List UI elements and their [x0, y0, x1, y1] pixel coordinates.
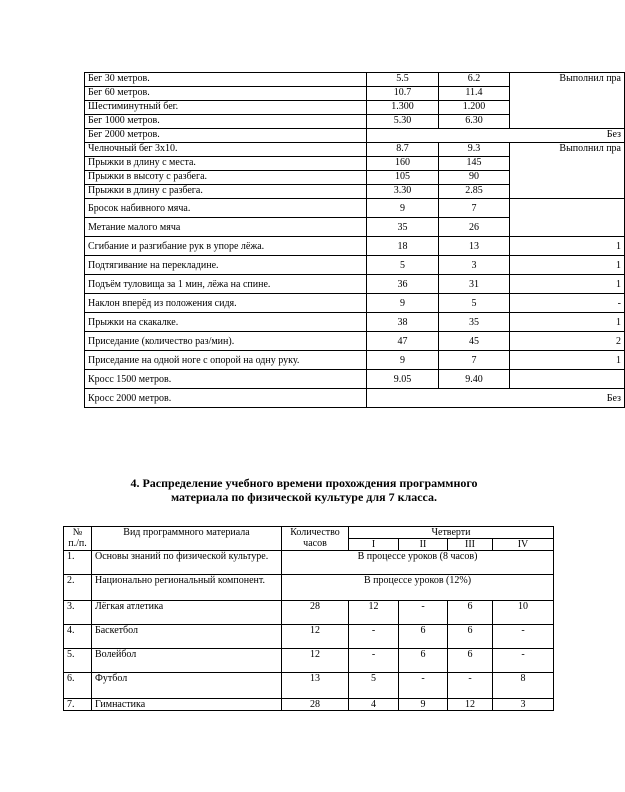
result-note-box [510, 199, 625, 237]
boys-value: 38 [367, 313, 439, 332]
girls-value: 9.40 [439, 370, 510, 389]
header-material: Вид программного материала [92, 527, 282, 551]
table-row [85, 313, 625, 332]
quarter-3-value: 12 [448, 699, 493, 711]
table-row [64, 699, 554, 711]
boys-value: 10.7 [367, 87, 439, 101]
hours-value: 13 [282, 673, 349, 699]
quarter-3-value: 6 [448, 625, 493, 649]
row-number: 6. [64, 673, 92, 699]
girls-value: 5 [439, 294, 510, 313]
boys-value: 1.300 [367, 101, 439, 115]
table-row [85, 237, 625, 256]
material-name: Футбол [92, 673, 282, 699]
result-note: 1 [510, 275, 625, 294]
boys-value: 36 [367, 275, 439, 294]
norms-table [84, 72, 625, 408]
boys-value: 3.30 [367, 185, 439, 199]
table-row [85, 294, 625, 313]
row-number: 4. [64, 625, 92, 649]
boys-value: 9 [367, 351, 439, 370]
header-quarter-1: I [349, 539, 399, 551]
result-note: 1 [510, 313, 625, 332]
girls-value: 45 [439, 332, 510, 351]
table-row [85, 332, 625, 351]
girls-value: 9.3 [439, 143, 510, 157]
exercise-name: Шестиминутный бег. [85, 101, 367, 115]
girls-value: 3 [439, 256, 510, 275]
header-hours: Количество часов [282, 527, 349, 551]
girls-value: 11.4 [439, 87, 510, 101]
exercise-name: Бег 2000 метров. [85, 129, 367, 143]
exercise-name: Приседание (количество раз/мин). [85, 332, 367, 351]
distribution-table [63, 526, 554, 711]
exercise-name: Прыжки в высоту с разбега. [85, 171, 367, 185]
table-row [85, 351, 625, 370]
quarter-3-value: - [448, 673, 493, 699]
span-note: В процессе уроков (8 часов) [282, 551, 554, 575]
span-note: В процессе уроков (12%) [282, 575, 554, 601]
result-note: Выполнил пра [510, 143, 625, 199]
quarter-1-value: 12 [349, 601, 399, 625]
result-note: 2 [510, 332, 625, 351]
quarter-1-value: 4 [349, 699, 399, 711]
girls-value: 145 [439, 157, 510, 171]
exercise-name: Приседание на одной ноге с опорой на одну руку. [85, 351, 367, 370]
material-name: Волейбол [92, 649, 282, 673]
result-note: - [510, 294, 625, 313]
section-title [84, 476, 524, 504]
exercise-name: Кросс 2000 метров. [85, 389, 367, 408]
boys-value: 9.05 [367, 370, 439, 389]
boys-value: 9 [367, 294, 439, 313]
hours-value: 12 [282, 649, 349, 673]
boys-value: 35 [367, 218, 439, 237]
girls-value: 7 [439, 351, 510, 370]
exercise-name: Прыжки в длину с места. [85, 157, 367, 171]
exercise-name: Сгибание и разгибание рук в упоре лёжа. [85, 237, 367, 256]
table-row [64, 575, 554, 601]
result-note: 1 [510, 351, 625, 370]
boys-value: 9 [367, 199, 439, 218]
table-row [64, 551, 554, 575]
quarter-4-value: 8 [493, 673, 554, 699]
exercise-name: Кросс 1500 метров. [85, 370, 367, 389]
table-row [64, 601, 554, 625]
quarter-4-value: 10 [493, 601, 554, 625]
hours-value: 28 [282, 601, 349, 625]
header-quarters: Четверти [349, 527, 554, 539]
exercise-name: Бег 30 метров. [85, 73, 367, 87]
header-quarter-3: III [448, 539, 493, 551]
table-row [85, 256, 625, 275]
exercise-name: Челночный бег 3х10. [85, 143, 367, 157]
quarter-4-value: - [493, 625, 554, 649]
material-name: Лёгкая атлетика [92, 601, 282, 625]
result-note [510, 370, 625, 389]
exercise-name: Бросок набивного мяча. [85, 199, 367, 218]
header-quarter-4: IV [493, 539, 554, 551]
material-name: Баскетбол [92, 625, 282, 649]
result-note: Выполнил пра [510, 73, 625, 129]
boys-value: 8.7 [367, 143, 439, 157]
girls-value: 1.200 [439, 101, 510, 115]
quarter-2-value: 6 [399, 625, 448, 649]
header-quarter-2: II [399, 539, 448, 551]
table-row [85, 370, 625, 389]
exercise-name: Бег 1000 метров. [85, 115, 367, 129]
boys-value: 47 [367, 332, 439, 351]
quarter-3-value: 6 [448, 601, 493, 625]
quarter-2-value: 6 [399, 649, 448, 673]
section-title-line-1: 4. Распределение учебного времени прохождения программного [130, 476, 478, 490]
girls-value: 90 [439, 171, 510, 185]
table-row [85, 199, 625, 218]
boys-value: 18 [367, 237, 439, 256]
quarter-1-value: - [349, 649, 399, 673]
table-row [85, 275, 625, 294]
exercise-name: Наклон вперёд из положения сидя. [85, 294, 367, 313]
section-title-line-2: материала по физической культуре для 7 класса. [170, 490, 438, 504]
hours-value: 12 [282, 625, 349, 649]
row-number: 5. [64, 649, 92, 673]
quarter-4-value: - [493, 649, 554, 673]
material-name: Основы знаний по физической культуре. [92, 551, 282, 575]
girls-value: 6.30 [439, 115, 510, 129]
girls-value: 13 [439, 237, 510, 256]
girls-value: 31 [439, 275, 510, 294]
quarter-3-value: 6 [448, 649, 493, 673]
quarter-2-value: - [399, 601, 448, 625]
quarter-2-value: 9 [399, 699, 448, 711]
girls-value: 2.85 [439, 185, 510, 199]
quarter-1-value: 5 [349, 673, 399, 699]
header-number: № п./п. [64, 527, 92, 551]
girls-value: 26 [439, 218, 510, 237]
exercise-name: Бег 60 метров. [85, 87, 367, 101]
girls-value: 35 [439, 313, 510, 332]
table-row [64, 673, 554, 699]
exercise-name: Метание малого мяча [85, 218, 367, 237]
quarter-4-value: 3 [493, 699, 554, 711]
row-number: 7. [64, 699, 92, 711]
table-row [64, 649, 554, 673]
boys-value: 5.30 [367, 115, 439, 129]
quarter-1-value: - [349, 625, 399, 649]
girls-value: 6.2 [439, 73, 510, 87]
row-number: 3. [64, 601, 92, 625]
girls-value: 7 [439, 199, 510, 218]
quarter-2-value: - [399, 673, 448, 699]
material-name: Гимнастика [92, 699, 282, 711]
exercise-name: Прыжки в длину с разбега. [85, 185, 367, 199]
row-number: 2. [64, 575, 92, 601]
table-row [64, 625, 554, 649]
material-name: Национально региональный компонент. [92, 575, 282, 601]
table-row [85, 129, 625, 143]
row-number: 1. [64, 551, 92, 575]
boys-value: 5 [367, 256, 439, 275]
exercise-name: Подтягивание на перекладине. [85, 256, 367, 275]
result-note: Без [367, 389, 625, 408]
table-row [85, 143, 625, 157]
exercise-name: Прыжки на скакалке. [85, 313, 367, 332]
boys-value: 5.5 [367, 73, 439, 87]
boys-value: 160 [367, 157, 439, 171]
result-note: Без [367, 129, 625, 143]
exercise-name: Подъём туловища за 1 мин, лёжа на спине. [85, 275, 367, 294]
boys-value: 105 [367, 171, 439, 185]
table-row [85, 389, 625, 408]
hours-value: 28 [282, 699, 349, 711]
result-note: 1 [510, 256, 625, 275]
table-row [85, 73, 625, 87]
result-note: 1 [510, 237, 625, 256]
table-header-row [64, 527, 554, 539]
